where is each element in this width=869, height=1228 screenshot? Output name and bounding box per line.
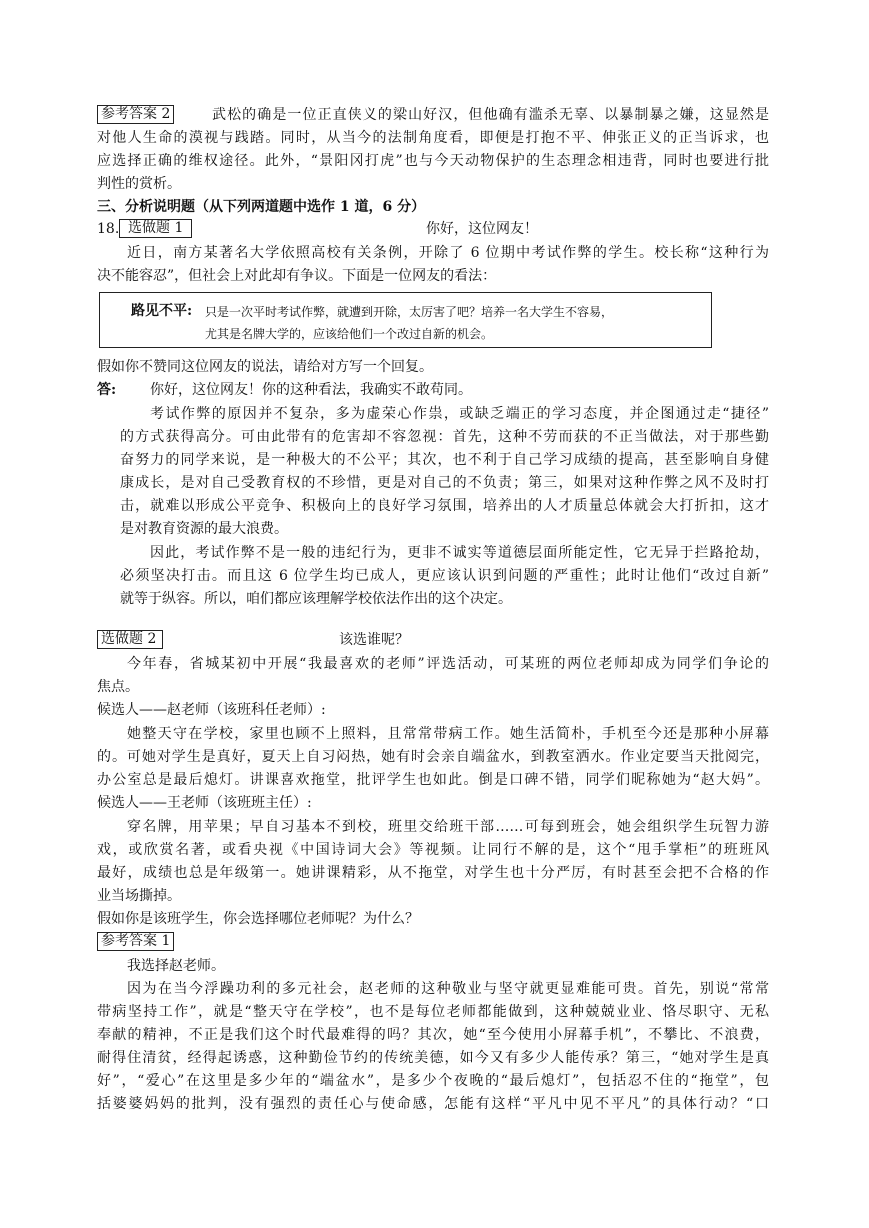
question-2-body: 今年春，省城某初中开展“我最喜欢的老师”评选活动，可某班的两位老师却成为同学们争论的 bbox=[127, 656, 769, 672]
answer-line: 你好，这位网友！你的这种看法，我确实不敢苟同。 bbox=[150, 382, 472, 398]
question-18-heading: 你好，这位网友！ bbox=[426, 221, 538, 237]
question-2-heading: 该选谁呢？ bbox=[339, 632, 409, 648]
section-title: 三、分析说明题（从下列两道题中选作 1 道，6 分） bbox=[97, 199, 426, 215]
candidate-zhao-heading: 候选人——赵老师（该班科任老师）: bbox=[97, 702, 326, 718]
answer-line: 是对教育资源的最大浪费。 bbox=[120, 521, 288, 537]
answer-2-line: 判性的赏析。 bbox=[97, 176, 181, 192]
reference-answer-1-line: 耐得住清贫，经得起诱惑，这种勤俭节约的传统美德，如今又有多少人能传承？第三，“她对学生是真 bbox=[97, 1050, 769, 1066]
answer-line: 考试作弊的原因并不复杂，多为虚荣心作祟，或缺乏端正的学习态度，并企图通过走“捷径” bbox=[150, 406, 769, 422]
question-number: 18. bbox=[97, 221, 120, 237]
question-18-intro: 近日，南方某著名大学依照高校有关条例，开除了 6 位期中考试作弊的学生。校长称“这种行为 bbox=[127, 245, 769, 261]
answer-line: 必须坚决打击。而且这 6 位学生均已成人，更应该认识到问题的严重性；此时让他们“改过自新” bbox=[120, 568, 769, 584]
reference-answer-1-line: 我选择赵老师。 bbox=[127, 958, 225, 974]
reference-answer-1-line: 括婆婆妈妈的批判，没有强烈的责任心与使命感，怎能有这样“平凡中见不平凡”的具体行动？“口 bbox=[97, 1096, 769, 1112]
reference-answer-2-label: 参考答案 2 bbox=[97, 105, 174, 124]
question-2-body: 戏，或欣赏名著，或看央视《中国诗词大会》等视频。让同行不解的是，这个“甩手掌柜”的班班风 bbox=[97, 842, 769, 858]
answer-line: 击，就难以形成公平竞争、积极向上的良好学习氛围，培养出的人才质量总体就会大打折扣，这才 bbox=[120, 498, 769, 514]
question-2-body: 办公室总是最后熄灯。讲课喜欢拖堂，批评学生也如此。倒是口碑不错，同学们昵称她为“赵大妈”。 bbox=[97, 772, 769, 788]
question-2-body: 最好，成绩也总是年级第一。她讲课精彩，从不拖堂，对学生也十分严厉，有时甚至会把不合格的作 bbox=[97, 865, 769, 881]
answer-line: 就等于纵容。所以，咱们都应该理解学校依法作出的这个决定。 bbox=[120, 591, 512, 607]
answer-line: 因此，考试作弊不是一般的违纪行为，更非不诚实等道德层面所能定性，它无异于拦路抢劫， bbox=[150, 545, 769, 561]
reference-answer-1-line: 奉献的精神，不正是我们这个时代最难得的吗？其次，她“至今使用小屏幕手机”，不攀比、不浪费， bbox=[97, 1027, 769, 1043]
answer-2-line: 武松的确是一位正直侠义的梁山好汉，但他确有滥杀无辜、以暴制暴之嫌，这显然是 bbox=[212, 107, 769, 123]
quote-author: 路见不平: bbox=[131, 303, 193, 319]
elective-2-label: 选做题 2 bbox=[97, 630, 163, 649]
question-2-body: 业当场撕掉。 bbox=[97, 888, 181, 904]
reference-answer-1-label: 参考答案 1 bbox=[97, 932, 174, 951]
question-2-prompt: 假如你是该班学生，你会选择哪位老师呢？为什么？ bbox=[97, 911, 419, 927]
answer-2-line: 应选择正确的维权途径。此外，“景阳冈打虎”也与今天动物保护的生态理念相违背，同时也要进行批 bbox=[97, 153, 769, 169]
elective-1-label: 选做题 1 bbox=[119, 219, 192, 238]
question-18-intro: 决不能容忍”，但社会上对此却有争议。下面是一位网友的看法： bbox=[97, 268, 497, 284]
candidate-wang-heading: 候选人——王老师（该班班主任）: bbox=[97, 795, 312, 811]
answer-line: 奋努力的同学来说，是一种极大的不公平；其次，也不利于自己学习成绩的提高，甚至影响自身健 bbox=[120, 452, 769, 468]
quote-line: 只是一次平时考试作弊，就遭到开除，太厉害了吧？培养一名大学生不容易， bbox=[205, 305, 614, 319]
answer-line: 康成长，是对自己受教育权的不珍惜，更是对自己的不负责；第三，如果对这种作弊之风不及时打 bbox=[120, 475, 769, 491]
answer-line: 的方式获得高分。可由此带有的危害却不容忽视：首先，这种不劳而获的不正当做法，对于那些勤 bbox=[120, 429, 769, 445]
answer-label: 答: bbox=[97, 382, 117, 398]
reference-answer-1-line: 好”，“爱心”在这里是多少年的“端盆水”，是多少个夜晚的“最后熄灯”，包括忍不住的“拖堂”，包 bbox=[97, 1073, 769, 1089]
reference-answer-1-line: 因为在当今浮躁功利的多元社会，赵老师的这种敬业与坚守就更显难能可贵。首先，别说“常常 bbox=[127, 981, 769, 997]
question-2-body: 的。可她对学生是真好，夏天上自习闷热，她有时会亲自端盆水，到教室洒水。作业定要当天批阅完， bbox=[97, 749, 769, 765]
question-2-body: 她整天守在学校，家里也顾不上照料，且常常带病工作。她生活简朴，手机至今还是那种小屏幕 bbox=[127, 726, 769, 742]
reference-answer-1-line: 带病坚持工作”，就是“整天守在学校”，也不是每位老师都能做到，这种兢兢业业、恪尽职守、无私 bbox=[97, 1004, 769, 1020]
question-2-body: 焦点。 bbox=[97, 679, 139, 695]
question-2-body: 穿名牌，用苹果；早自习基本不到校，班里交给班干部……可每到班会，她会组织学生玩智力游 bbox=[127, 819, 769, 835]
question-18-prompt: 假如你不赞同这位网友的说法，请给对方写一个回复。 bbox=[97, 359, 433, 375]
quote-line: 尤其是名牌大学的，应该给他们一个改过自新的机会。 bbox=[205, 327, 494, 341]
answer-2-line: 对他人生命的漠视与践踏。同时，从当今的法制角度看，即便是打抱不平、伸张正义的正当诉求，也 bbox=[97, 130, 769, 146]
